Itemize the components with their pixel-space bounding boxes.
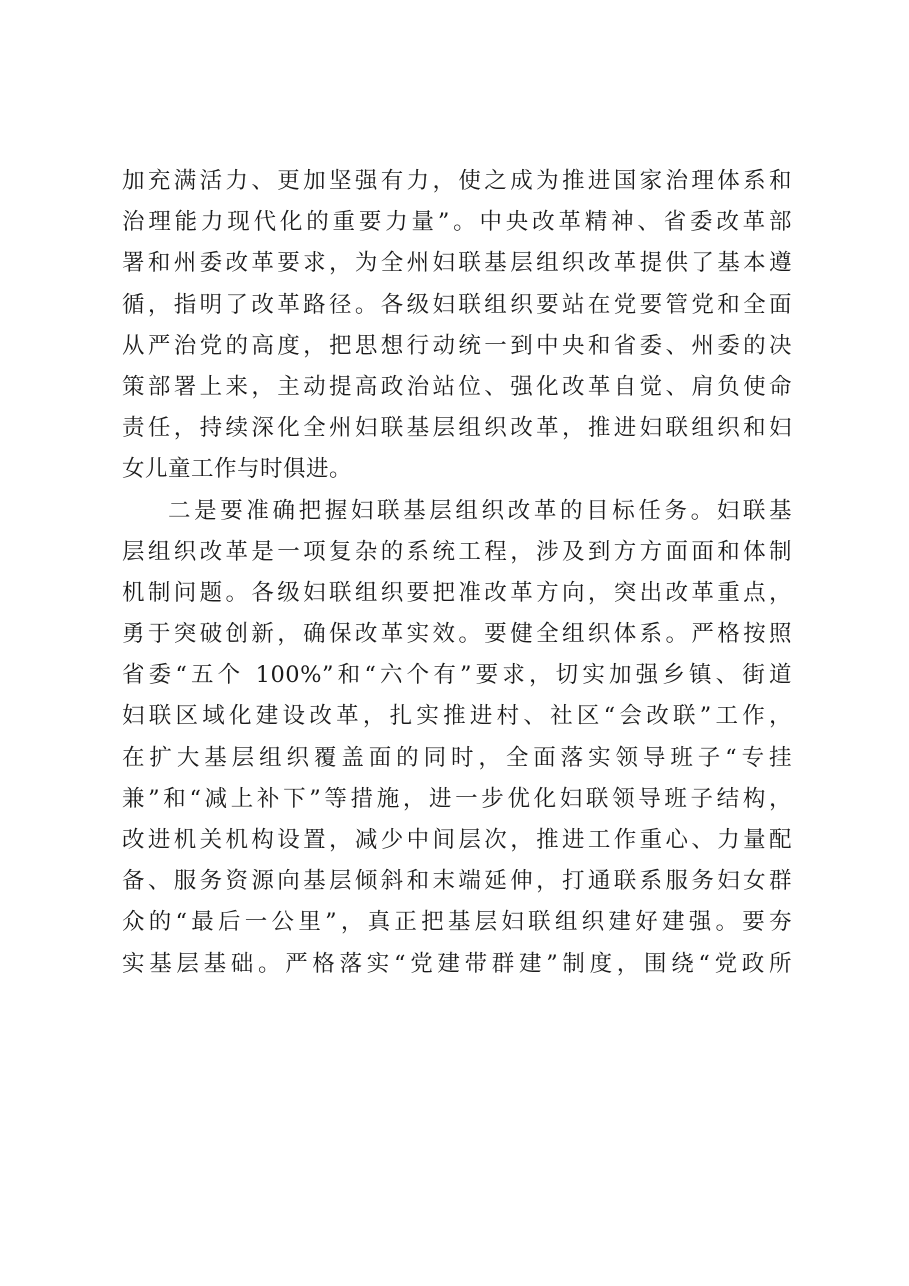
text-line: 循，指明了改革路径。各级妇联组织要站在党要管党和全面	[122, 291, 792, 318]
text-line: 署和州委改革要求，为全州妇联基层组织改革提供了基本遵	[122, 250, 792, 277]
text-line: 从严治党的高度，把思想行动统一到中央和省委、州委的决	[122, 332, 792, 359]
text-line: 省委“五个 100%”和“六个有”要求，切实加强乡镇、街道	[122, 662, 792, 689]
text-line: 众的“最后一公里”，真正把基层妇联组织建好建强。要夯	[122, 909, 792, 936]
text-line: 改进机关机构设置，减少中间层次，推进工作重心、力量配	[122, 827, 792, 853]
text-line: 二是要准确把握妇联基层组织改革的目标任务。妇联基	[168, 497, 792, 524]
paragraph-1	[122, 161, 792, 491]
text-line: 加充满活力、更加坚强有力，使之成为推进国家治理体系和	[122, 168, 792, 194]
text-line: 策部署上来，主动提高政治站位、强化改革自觉、肩负使命	[122, 373, 792, 400]
text-line: 兼”和“减上补下”等措施，进一步优化妇联领导班子结构，	[122, 785, 792, 812]
text-line: 治理能力现代化的重要力量”。中央改革精神、省委改革部	[122, 209, 792, 236]
document-body	[122, 161, 792, 985]
text-line: 责任，持续深化全州妇联基层组织改革，推进妇联组织和妇	[122, 415, 792, 442]
text-line: 层组织改革是一项复杂的系统工程，涉及到方方面面和体制	[122, 538, 792, 565]
text-line: 勇于突破创新，确保改革实效。要健全组织体系。严格按照	[122, 621, 792, 648]
text-line: 妇联区域化建设改革，扎实推进村、社区“会改联”工作，	[122, 703, 792, 730]
text-line: 备、服务资源向基层倾斜和末端延伸，打通联系服务妇女群	[122, 868, 792, 895]
text-line: 在扩大基层组织覆盖面的同时，全面落实领导班子“专挂	[122, 744, 792, 771]
paragraph-2	[122, 491, 792, 985]
text-line: 女儿童工作与时俱进。	[122, 456, 353, 483]
text-line: 机制问题。各级妇联组织要把准改革方向，突出改革重点，	[122, 579, 792, 606]
text-line: 实基层基础。严格落实“党建带群建”制度，围绕“党政所	[122, 950, 792, 977]
